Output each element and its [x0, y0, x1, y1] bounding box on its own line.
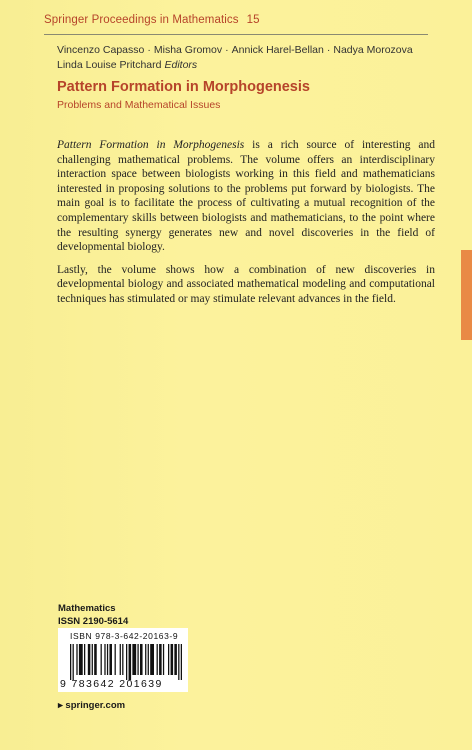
book-title: Pattern Formation in Morphogenesis [57, 79, 310, 95]
barcode-bar [150, 644, 154, 675]
editor-separator: · [147, 44, 151, 56]
barcode-bar [159, 644, 162, 675]
website-text: springer.com [65, 700, 126, 711]
barcode-bar [140, 644, 143, 675]
barcode-bar [109, 644, 112, 675]
editor-name: Annick Harel-Bellan [231, 44, 324, 56]
barcode-bar [148, 644, 149, 675]
editor-separator: · [326, 44, 331, 56]
barcode-bar [137, 644, 138, 675]
spine-color-tab [461, 250, 472, 340]
barcode-digits: 9 783642 201639 [60, 678, 163, 690]
barcode-bar [120, 644, 121, 675]
subject-block [58, 602, 128, 628]
editors-line-1 [57, 43, 437, 58]
isbn-text: ISBN 978-3-642-20163-9 [70, 631, 179, 641]
editors-list [57, 43, 437, 73]
description-paragraph-1-text: is a rich source of interesting and challenging mathematical problems. The volume offers an interdisciplinary interaction space between biologists working in this field and mathematicians interested in proposing solutions to the problems put forward by biologists. The main goal is to facilitate the process of cultivating a mutual recognition of the complementary skills between biologists and mathematicians, to the point where the resulting synergy generates new and novel discoveries in the field of developmental biology. [57, 139, 435, 254]
barcode-bar [115, 644, 116, 675]
issn-label: ISSN 2190-5614 [58, 616, 129, 627]
barcode-bar [181, 644, 182, 680]
barcode-bar [145, 644, 146, 675]
series-line [44, 14, 260, 26]
barcode-bar [76, 644, 77, 675]
subject-label: Mathematics [58, 603, 116, 614]
barcode-bar [168, 644, 169, 675]
barcode-bar [88, 644, 91, 675]
barcode-bar [132, 644, 136, 675]
barcode-bar [174, 644, 177, 675]
editor-name: Vincenzo Capasso [57, 44, 145, 56]
barcode-bar [79, 644, 83, 675]
barcode-bar [70, 644, 71, 680]
series-volume: 15 [246, 14, 260, 26]
book-subtitle: Problems and Mathematical Issues [57, 99, 221, 111]
barcode-bar [104, 644, 105, 675]
editor-name: Linda Louise Pritchard [57, 59, 162, 71]
header-divider [44, 34, 428, 35]
barcode [58, 628, 188, 692]
editor-separator: · [225, 44, 229, 56]
barcode-bar [94, 644, 97, 675]
editor-name: Nadya Morozova [333, 44, 413, 56]
barcode-bar [163, 644, 164, 675]
description-paragraph-1 [57, 138, 435, 255]
editor-name: Misha Gromov [153, 44, 223, 56]
barcode-bar [84, 644, 85, 675]
barcode-bar [171, 644, 174, 675]
barcode-bar [92, 644, 93, 675]
publisher-website[interactable] [58, 700, 125, 711]
barcode-bars [70, 644, 182, 680]
barcode-bar [73, 644, 74, 680]
barcode-bar [126, 644, 127, 680]
barcode-bar [129, 644, 132, 680]
series-name: Springer Proceedings in Mathematics [44, 14, 239, 26]
barcode-bar [157, 644, 158, 675]
editors-line-2 [57, 58, 437, 73]
barcode-bar [101, 644, 102, 675]
barcode-bar [122, 644, 123, 675]
arrow-right-icon: ▸ [58, 700, 63, 711]
description-text [57, 138, 435, 315]
description-paragraph-2: Lastly, the volume shows how a combination of new discoveries in developmental biology and associated mathematical modeling and computational techniques has stimulated or may stimulate relevant advances in the field. [57, 263, 435, 305]
barcode-bar [107, 644, 108, 675]
editors-role: Editors [164, 59, 198, 71]
barcode-bar [178, 644, 179, 680]
description-title-italic: Pattern Formation in Morphogenesis [57, 139, 245, 151]
